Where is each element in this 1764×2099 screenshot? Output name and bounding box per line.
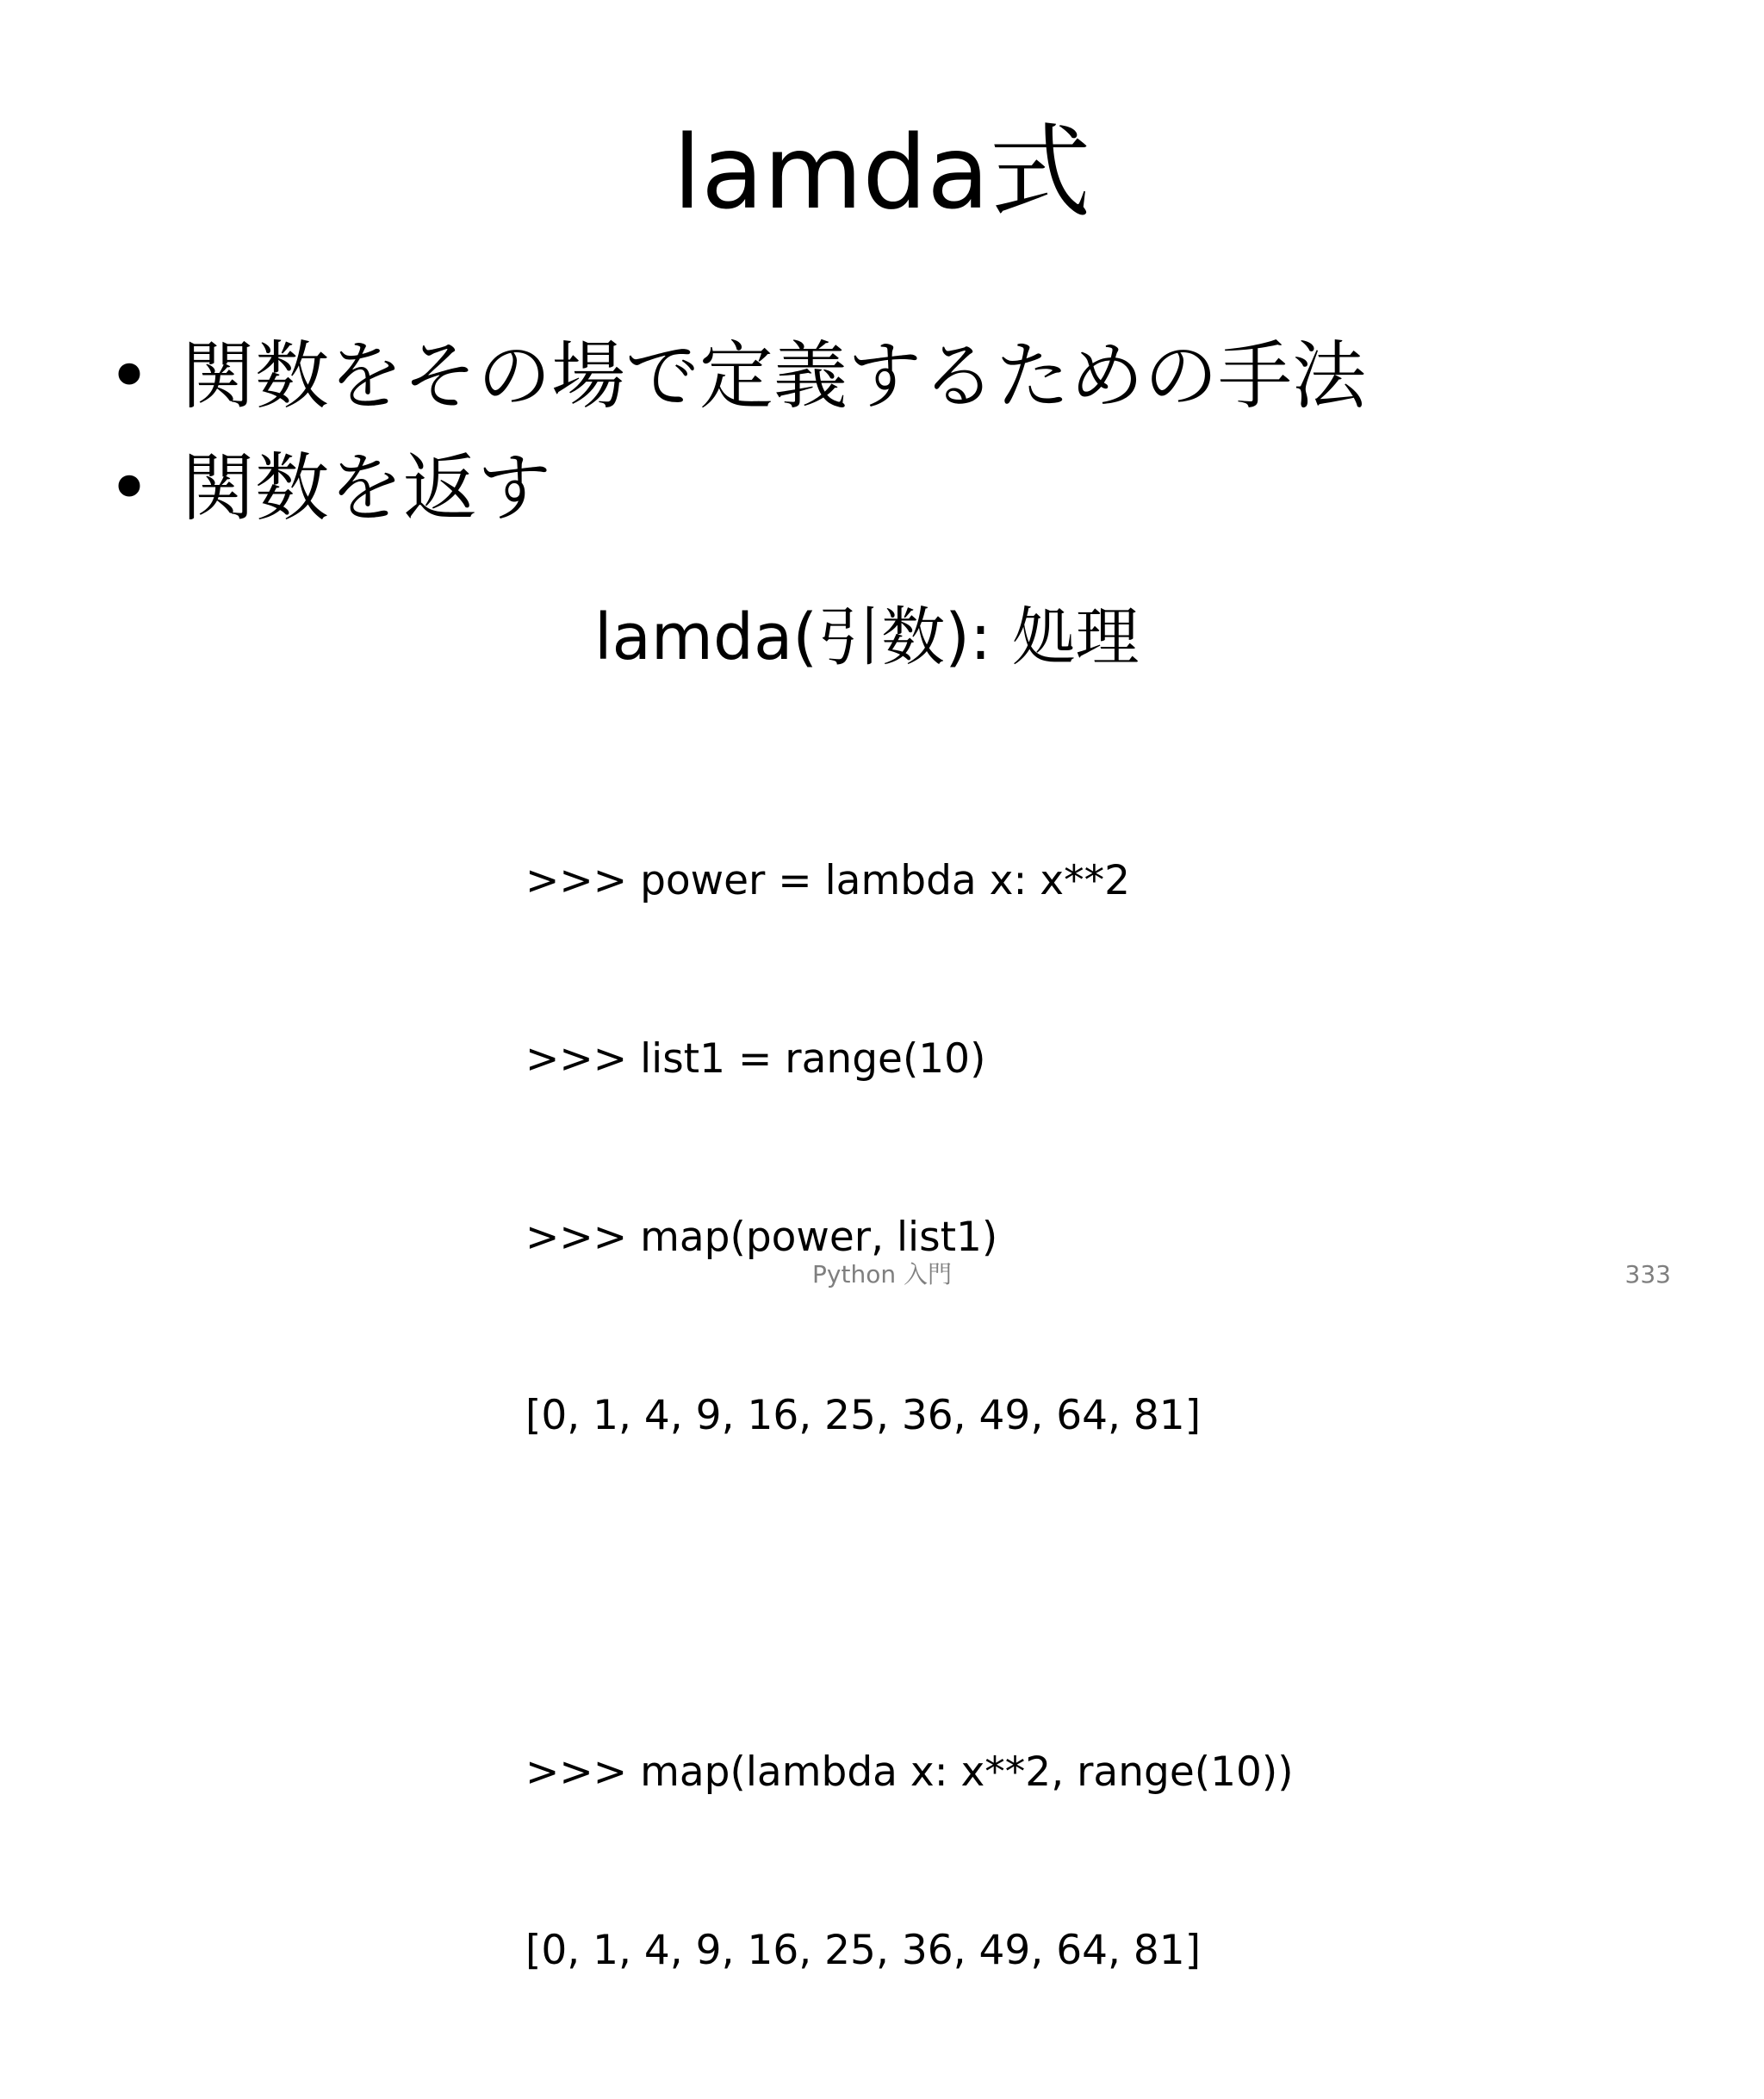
code-line-blank [525,1564,1294,1624]
bullet-item [103,432,1366,544]
slide-title: lamda式 [673,113,1091,232]
bullet-text: 関数を返す [181,445,551,531]
code-line: [0, 1, 4, 9, 16, 25, 36, 49, 64, 81] [525,1392,1202,1439]
code-line: [0, 1, 4, 9, 16, 25, 36, 49, 64, 81] [525,1927,1202,1974]
page-number: 333 [1624,1260,1671,1289]
bullet-marker: • [107,445,152,531]
bullet-text: 関数をその場で定義するための手法 [181,333,1366,419]
bullet-marker: • [107,333,152,419]
code-line: >>> map(lambda x: x**2, range(10)) [525,1748,1294,1796]
code-line: >>> list1 = range(10) [525,1035,986,1083]
bullet-list [103,320,1366,544]
slide-footer: Python 入門 [812,1260,952,1289]
code-line: >>> power = lambda x: x**2 [525,857,1130,904]
code-example [525,732,1294,2099]
lambda-syntax: lamda(引数): 処理 [594,600,1140,674]
bullet-item [103,320,1366,432]
code-line: >>> map(power, list1) [525,1214,998,1261]
